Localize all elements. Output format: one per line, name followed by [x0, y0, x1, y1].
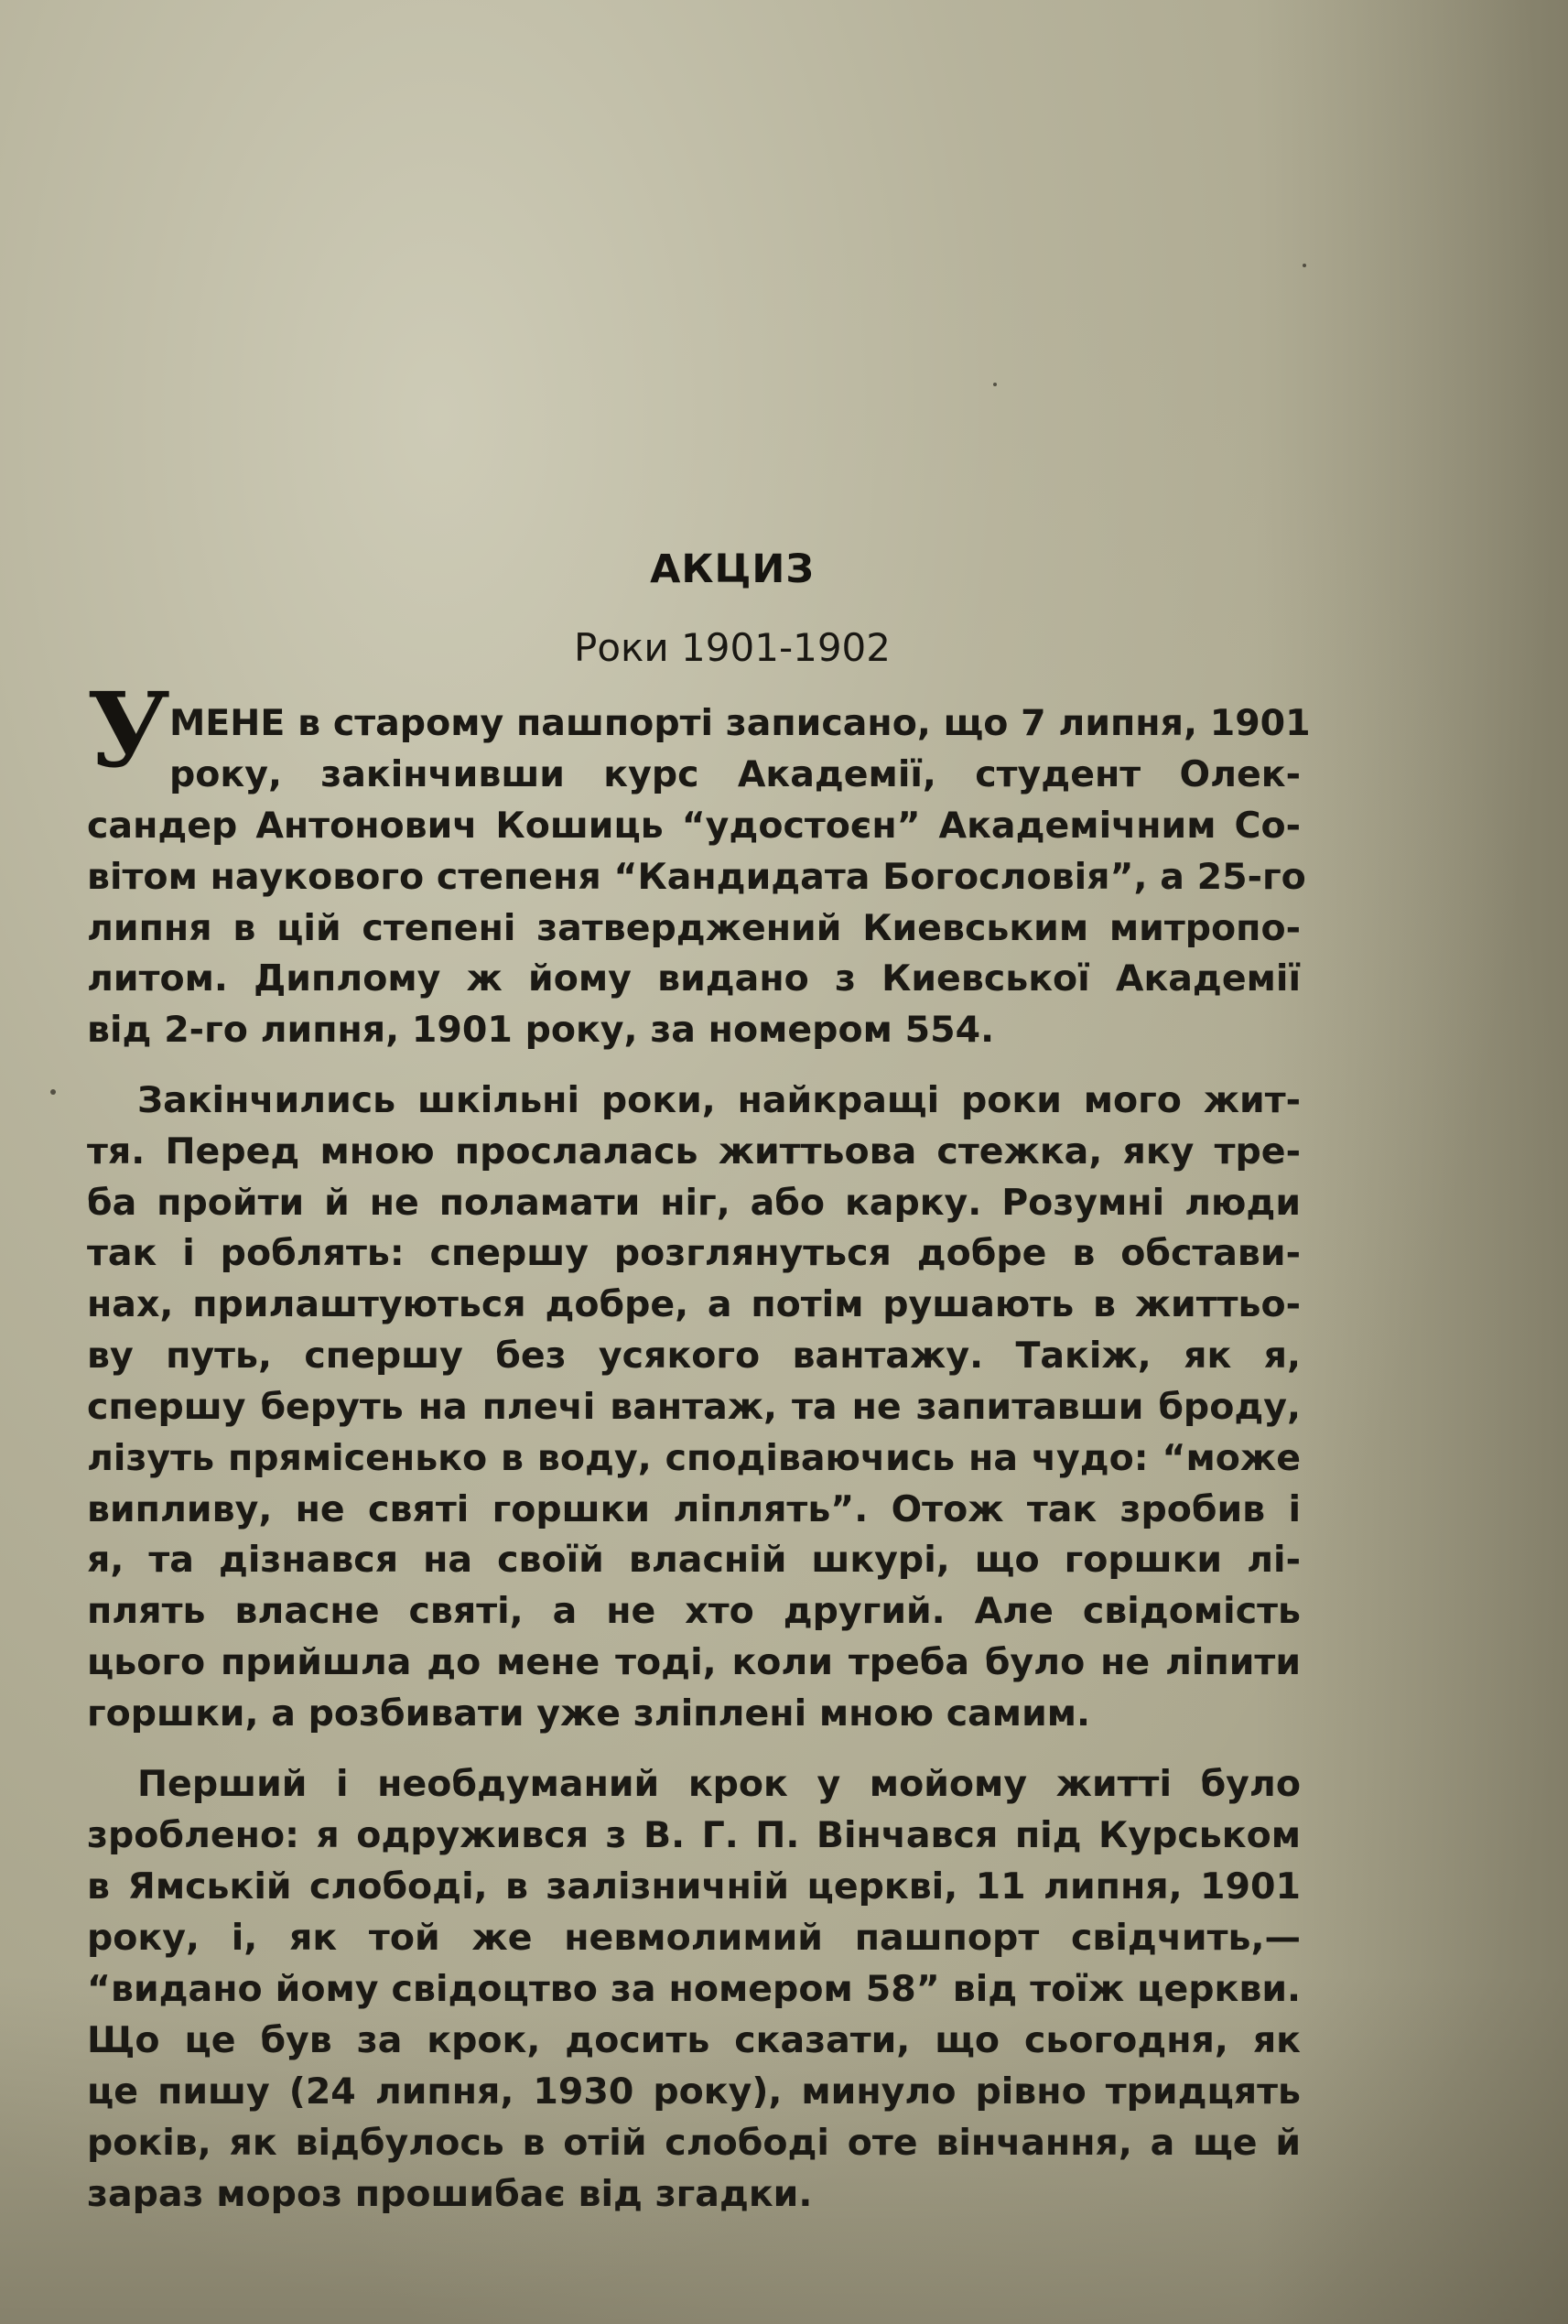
- paragraph-1-line-2: року, закінчивши курс Академії, студент Олек-: [169, 753, 1301, 795]
- paragraph-1-line-3: сандер Антонович Кошиць “удостоєн” Академічним Со-: [87, 805, 1301, 847]
- paragraph-3-line-3: в Ямській слободі, в залізничній церкві, 11 липня, 1901: [87, 1865, 1301, 1908]
- paragraph-2-line-9: випливу, не святі горшки ліплять”. Отож так зробив і: [87, 1488, 1301, 1530]
- paragraph-3-line-6: Що це був за крок, досить сказати, що сьогодня, як: [87, 2019, 1301, 2061]
- paragraph-3-line-7: це пишу (24 липня, 1930 року), минуло рівно тридцять: [87, 2070, 1301, 2113]
- paragraph-2-line-11: плять власне святі, а не хто другий. Але свідомість: [87, 1590, 1301, 1632]
- drop-cap: У: [87, 671, 170, 791]
- paper-speck: [1303, 264, 1306, 267]
- paper-speck: [993, 383, 997, 386]
- paper-speck: [50, 1089, 56, 1095]
- paragraph-2-line-12: цього прийшла до мене тоді, коли треба було не ліпити: [87, 1641, 1301, 1683]
- paragraph-3-line-8: років, як відбулось в отій слободі оте вінчання, а ще й: [87, 2122, 1301, 2164]
- paragraph-2-line-1: Закінчились шкільні роки, найкращі роки мого жит-: [137, 1079, 1301, 1121]
- paragraph-3-line-9: зараз мороз прошибає від згадки.: [87, 2173, 813, 2215]
- paragraph-2-line-3: ба пройти й не поламати ніг, або карку. Розумні люди: [87, 1182, 1301, 1224]
- paragraph-2-line-2: тя. Перед мною прослалась життьова стежка, яку тре-: [87, 1130, 1301, 1173]
- paragraph-1-line-6: литом. Диплому ж йому видано з Киевської Академії: [87, 957, 1301, 1000]
- paragraph-3-line-2: зроблено: я одружився з В. Г. П. Вінчався під Курськом: [87, 1814, 1301, 1856]
- paragraph-1-line-4: вітом наукового степеня “Кандидата Богословія”, а 25-го: [87, 856, 1306, 898]
- paragraph-1-line-7: від 2-го липня, 1901 року, за номером 554.: [87, 1009, 995, 1051]
- paragraph-3-line-4: року, і, як той же невмолимий пашпорт свідчить,—: [87, 1917, 1301, 1959]
- chapter-subtitle: Роки 1901-1902: [574, 625, 891, 670]
- paragraph-2-line-6: ву путь, спершу без усякого вантажу. Такіж, як я,: [87, 1335, 1301, 1377]
- paragraph-1-line-5: липня в цій степені затверджений Киевським митропо-: [87, 907, 1301, 949]
- paragraph-2-line-7: спершу беруть на плечі вантаж, та не запитавши броду,: [87, 1386, 1301, 1428]
- paragraph-2-line-8: лізуть прямісенько в воду, сподіваючись на чудо: “може: [87, 1437, 1301, 1479]
- paragraph-2-line-5: нах, прилаштуються добре, а потім рушають в життьо-: [87, 1283, 1301, 1325]
- paragraph-3-line-1: Перший і необдуманий крок у мойому житті було: [137, 1763, 1301, 1805]
- paragraph-1-line-1: МЕНЕ в старому пашпорті записано, що 7 липня, 1901: [169, 702, 1311, 744]
- paragraph-2-line-4: так і роблять: спершу розглянуться добре в обстави-: [87, 1232, 1301, 1274]
- paragraph-3-line-5: “видано йому свідоцтво за номером 58” від тоїж церкви.: [87, 1968, 1301, 2010]
- paragraph-2-line-10: я, та дізнався на своїй власній шкурі, що горшки лі-: [87, 1539, 1301, 1581]
- paragraph-2-line-13: горшки, а розбивати уже зліплені мною самим.: [87, 1692, 1091, 1735]
- chapter-title: АКЦИЗ: [650, 546, 815, 592]
